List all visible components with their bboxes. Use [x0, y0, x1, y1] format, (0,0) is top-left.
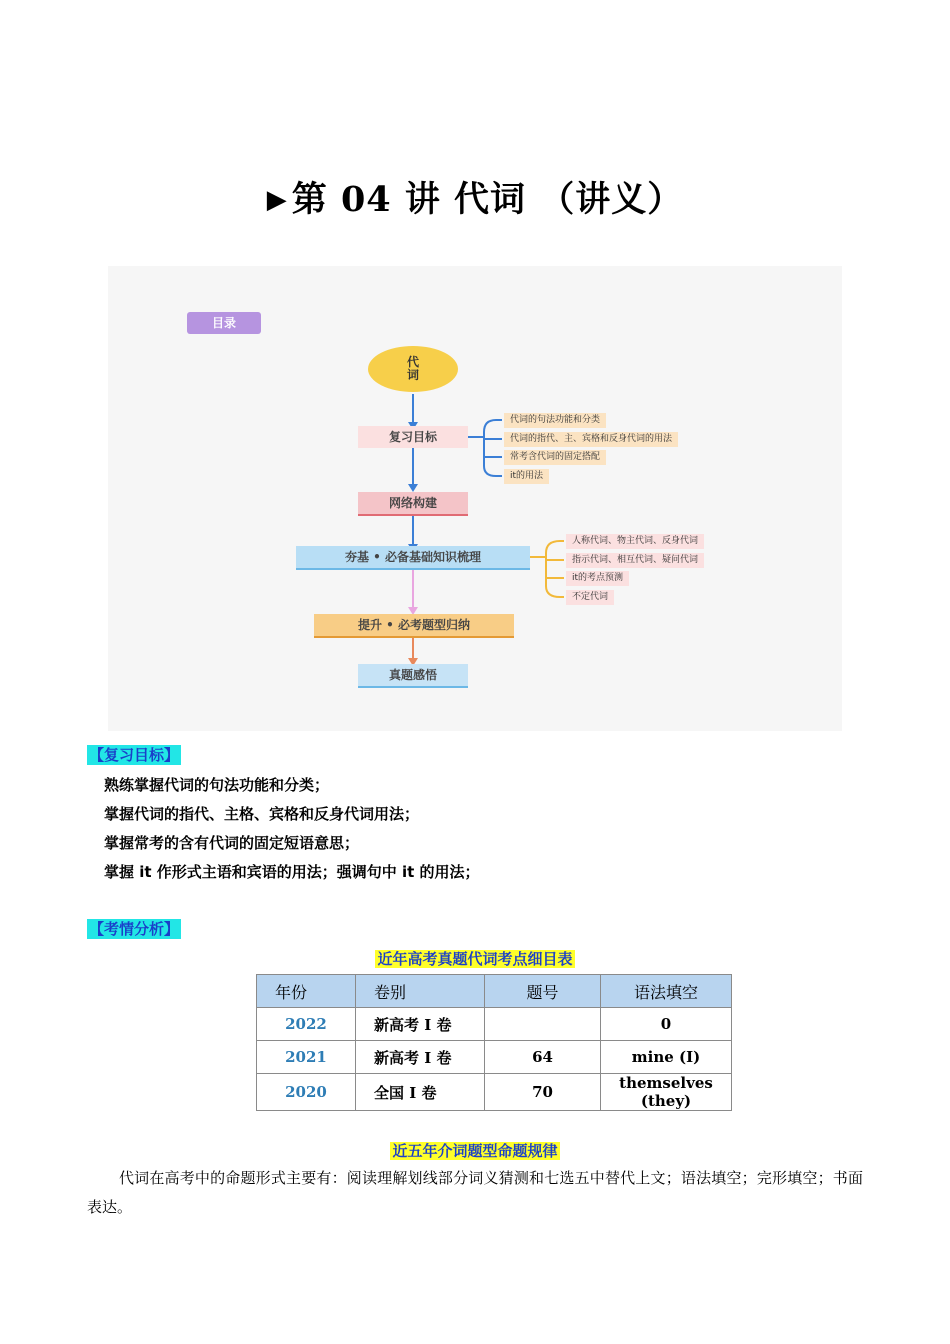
triangle-marker-icon: ▶	[266, 185, 288, 215]
review-goals-list	[104, 771, 480, 887]
table-caption: 近年高考真题代词考点细目表	[377, 950, 573, 968]
mind-map-leaf: 常考含代词的固定搭配	[504, 450, 606, 465]
table-row	[257, 1008, 732, 1041]
mind-map	[108, 266, 842, 731]
mind-map-node-review: 复习目标	[358, 426, 468, 448]
exam-table	[256, 974, 732, 1111]
analysis-paragraph: 代词在高考中的命题形式主要有：阅读理解划线部分词义猜测和七选五中替代上文；语法填空；完形填空；书面表达。	[87, 1169, 863, 1216]
column-header: 题号	[485, 975, 601, 1008]
grammar-fill-cell: 0	[601, 1008, 732, 1041]
goal-item: 熟练掌握代词的句法功能和分类；	[104, 776, 330, 794]
grammar-fill-cell: mine (I)	[601, 1041, 732, 1074]
mind-map-node-network: 网络构建	[358, 492, 468, 516]
mind-map-leaf: 指示代词、相互代词、疑问代词	[566, 553, 704, 568]
paper-cell: 新高考 I 卷	[356, 1008, 485, 1041]
mind-map-leaf: 人称代词、物主代词、反身代词	[566, 534, 704, 549]
year-cell: 2021	[257, 1041, 356, 1074]
mind-map-toc-label: 目录	[187, 312, 261, 334]
mind-map-leaf: 代词的指代、主、宾格和反身代词的用法	[504, 432, 678, 447]
question-number-cell: 70	[485, 1074, 601, 1111]
mind-map-node-real: 真题感悟	[358, 664, 468, 688]
mind-map-node-improve: 提升 • 必考题型归纳	[314, 614, 514, 638]
goal-item: 掌握常考的含有代词的固定短语意思；	[104, 834, 360, 852]
column-header: 语法填空	[601, 975, 732, 1008]
paper-cell: 新高考 I 卷	[356, 1041, 485, 1074]
question-number-cell	[485, 1008, 601, 1041]
page-title	[0, 172, 950, 222]
question-number-cell: 64	[485, 1041, 601, 1074]
review-goals-tag: 【复习目标】	[89, 746, 180, 764]
year-cell: 2022	[257, 1008, 356, 1041]
mind-map-connectors	[108, 266, 842, 731]
mind-map-root: 代 词	[368, 346, 458, 392]
year-cell: 2020	[257, 1074, 356, 1111]
table-row	[257, 1041, 732, 1074]
mind-map-leaf: 不定代词	[566, 590, 614, 605]
goal-item: 掌握 it 作形式主语和宾语的用法；强调句中 it 的用法；	[104, 863, 480, 881]
mind-map-leaf: 代词的句法功能和分类	[504, 413, 606, 428]
column-header: 年份	[257, 975, 356, 1008]
mind-map-leaf: it的用法	[504, 469, 549, 484]
analysis-tag: 【考情分析】	[89, 920, 180, 938]
column-header: 卷别	[356, 975, 485, 1008]
mind-map-leaf: it的考点预测	[566, 571, 629, 586]
goal-item: 掌握代词的指代、主格、宾格和反身代词用法；	[104, 805, 420, 823]
paper-cell: 全国 I 卷	[356, 1074, 485, 1111]
grammar-fill-cell: themselves (they)	[601, 1074, 732, 1111]
table-header-row	[257, 975, 732, 1008]
mind-map-node-basics: 夯基 • 必备基础知识梳理	[296, 546, 530, 570]
rule-caption: 近五年介词题型命题规律	[392, 1142, 558, 1160]
table-row	[257, 1074, 732, 1111]
page-title-text: 第 04 讲 代词 （讲义）	[291, 179, 684, 220]
